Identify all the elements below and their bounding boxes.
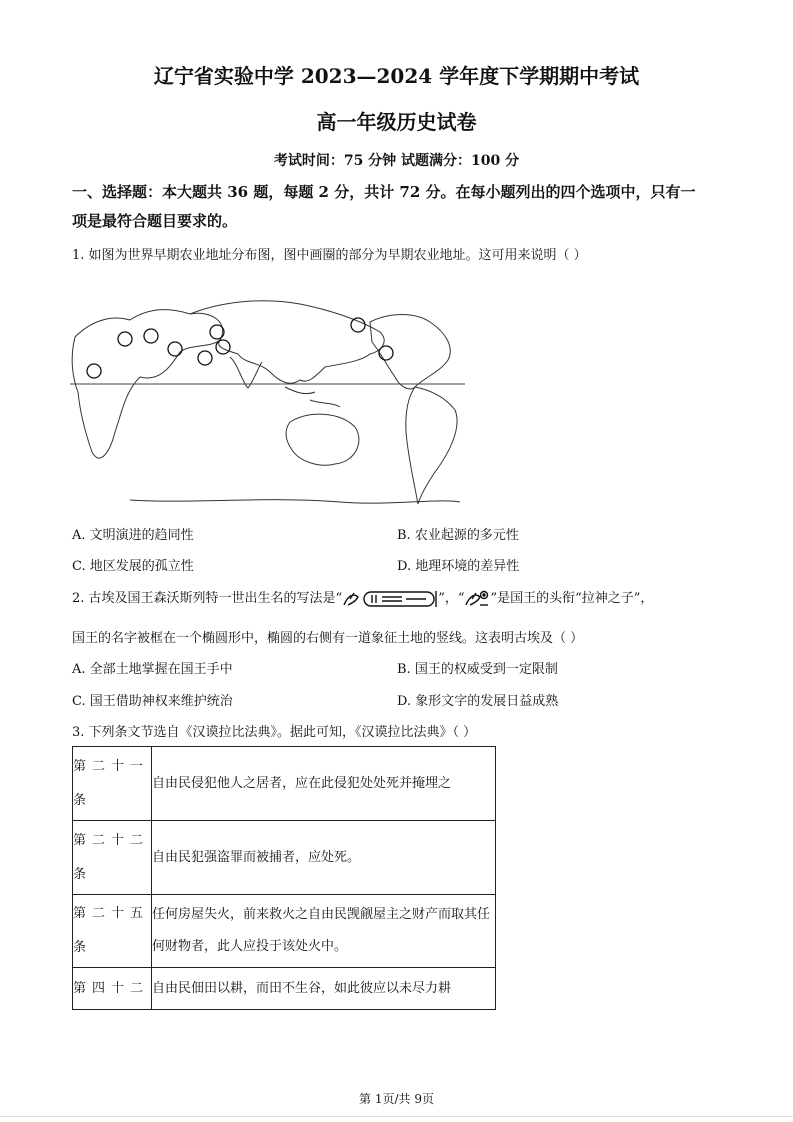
q1-option-c[interactable]: C. 地区发展的孤立性	[72, 559, 194, 574]
question-2-stem-line2: 国王的名字被框在一个椭圆形中，椭圆的右侧有一道象征土地的竖线。这表明古埃及（ ）	[72, 631, 584, 646]
table-row	[73, 821, 496, 895]
hieroglyph-son-of-ra-icon	[464, 589, 490, 609]
question-3-stem: 3. 下列条文节选自《汉谟拉比法典》。据此可知，《汉谟拉比法典》（ ）	[72, 725, 477, 740]
q1-option-b[interactable]: B. 农业起源的多元性	[397, 528, 519, 543]
table-row	[73, 895, 496, 968]
q2-option-c[interactable]: C. 国王借助神权来维护统治	[72, 694, 233, 709]
exam-subtitle: 高一年级历史试卷	[316, 110, 477, 134]
article-text: 任何房屋失火，前来救火之自由民觊觎屋主之财产而取其任何财物者，此人应投于该处火中。	[152, 895, 496, 968]
section-line-1: 一、选择题：本大题共 36 题，每题 2 分，共计 72 分。在每小题列出的四个选项中，只有一	[72, 183, 696, 201]
table-row	[73, 747, 496, 821]
world-map-icon	[70, 292, 470, 510]
question-2-stem	[72, 587, 653, 609]
table-row	[73, 968, 496, 1010]
article-text: 自由民犯强盗罪而被捕者，应处死。	[152, 821, 496, 895]
section-line-2: 项是最符合题目要求的。	[72, 212, 238, 230]
q2-option-a[interactable]: A. 全部土地掌握在国王手中	[72, 662, 233, 677]
page-number: 第 1页/共 9页	[359, 1092, 434, 1106]
q2-stem-part1: 2. 古埃及国王森沃斯列特一世出生名的写法是“	[72, 591, 343, 606]
article-number: 第二十二条	[73, 821, 152, 895]
hieroglyph-birth-name-icon	[342, 589, 438, 609]
article-number: 第四十二	[73, 968, 152, 1010]
question-1-stem: 1. 如图为世界早期农业地址分布图，图中画圈的部分为早期农业地址。这可用来说明（ ）	[72, 248, 587, 263]
q2-option-b[interactable]: B. 国王的权威受到一定限制	[397, 662, 558, 677]
exam-title: 辽宁省实验中学 2023—2024 学年度下学期期中考试	[153, 64, 640, 88]
article-number: 第二十一条	[73, 747, 152, 821]
page-bottom-divider	[0, 1116, 793, 1117]
q1-option-d[interactable]: D. 地理环境的差异性	[397, 559, 520, 574]
q2-stem-part3: ”是国王的头衔“拉神之子”，	[490, 591, 654, 606]
section-heading	[72, 178, 722, 236]
q2-option-d[interactable]: D. 象形文字的发展日益成熟	[397, 694, 559, 709]
article-text: 自由民侵犯他人之居者，应在此侵犯处处死并掩埋之	[152, 747, 496, 821]
article-text: 自由民佃田以耕，而田不生谷，如此彼应以未尽力耕	[152, 968, 496, 1010]
q2-stem-part2: ”，“	[438, 591, 465, 606]
exam-info: 考试时间：75 分钟 试题满分：100 分	[273, 153, 520, 169]
q1-option-a[interactable]: A. 文明演进的趋同性	[72, 528, 194, 543]
law-table	[72, 746, 496, 1010]
article-number: 第二十五条	[73, 895, 152, 968]
